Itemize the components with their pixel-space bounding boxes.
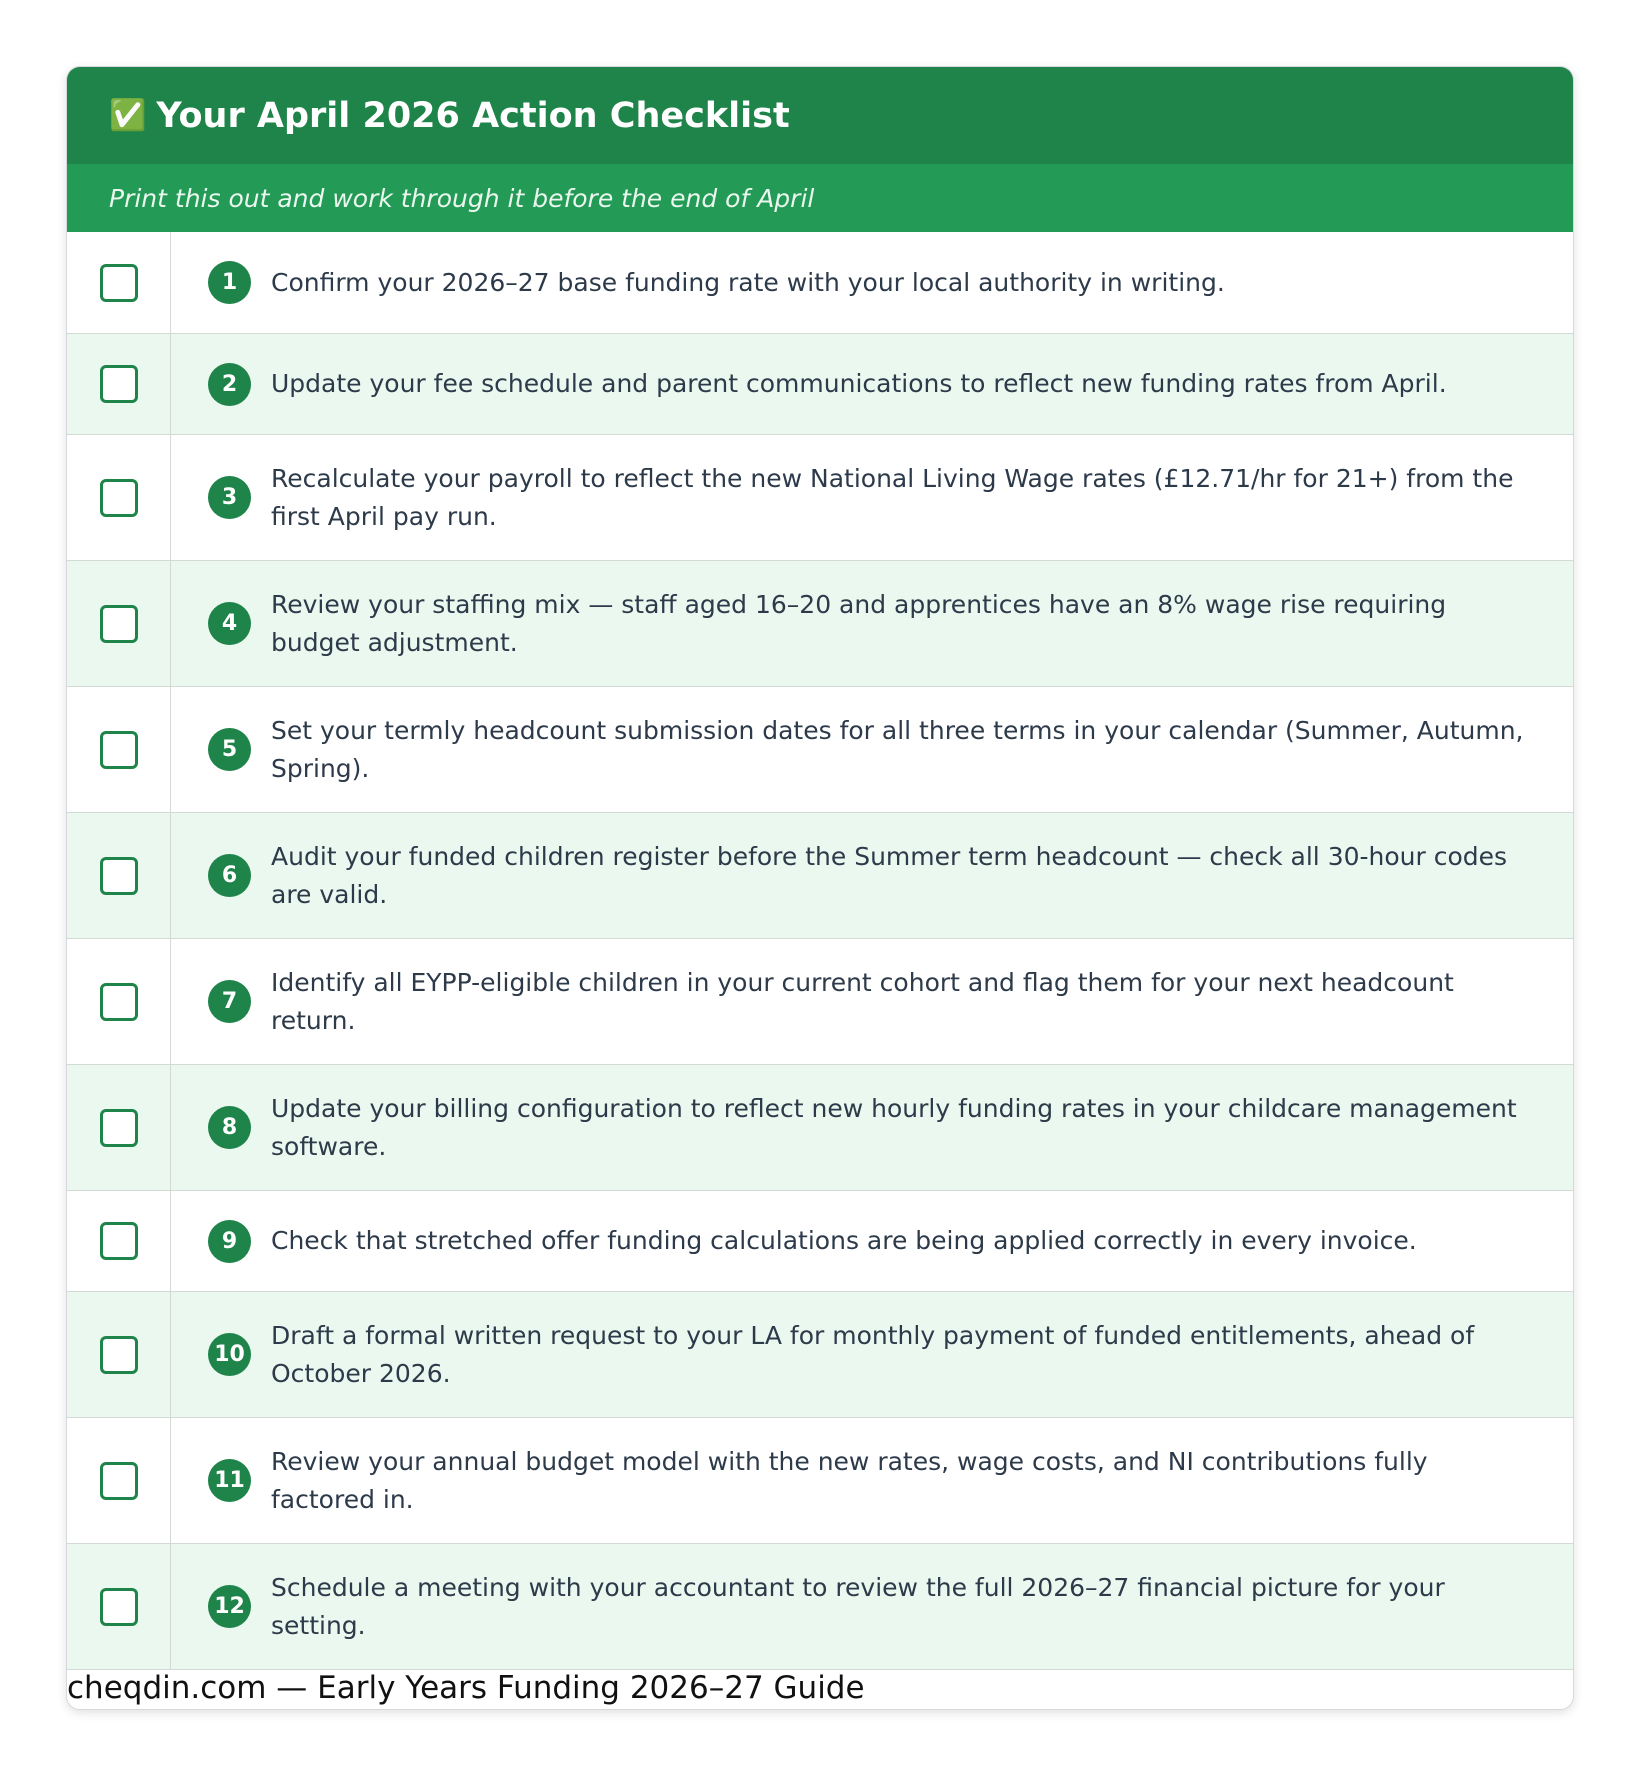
item-number-badge: 5 [208, 728, 251, 771]
list-item [67, 1543, 1573, 1669]
item-text: Review your staffing mix — staff aged 16–20 and apprentices have an 8% wage rise requiring budget adjustment. [271, 589, 1447, 657]
item-checkbox[interactable] [100, 479, 138, 517]
item-text: Update your billing configuration to reflect new hourly funding rates in your childcare management software. [271, 1093, 1517, 1161]
list-item [67, 1064, 1573, 1190]
item-checkbox[interactable] [100, 1336, 138, 1374]
item-text: Review your annual budget model with the new rates, wage costs, and NI contributions fully factored in. [271, 1446, 1428, 1514]
list-item [67, 1190, 1573, 1291]
check-mark-icon: ✅ [109, 98, 147, 133]
list-item [67, 812, 1573, 938]
item-number-badge: 7 [208, 980, 251, 1023]
item-text: Confirm your 2026–27 base funding rate with your local authority in writing. [271, 267, 1225, 297]
list-item [67, 686, 1573, 812]
item-text: Update your fee schedule and parent communications to reflect new funding rates from April. [271, 369, 1447, 398]
footer-credit: cheqdin.com — Early Years Funding 2026–27 Guide [67, 1669, 1573, 1709]
item-checkbox[interactable] [100, 731, 138, 769]
list-item [67, 333, 1573, 434]
item-number-badge: 6 [208, 854, 251, 897]
item-text: Recalculate your payroll to reflect the new National Living Wage rates (£12.71/hr for 21+) from the first April pay run. [271, 463, 1514, 531]
checklist-header [67, 67, 1573, 164]
item-number-badge: 8 [208, 1106, 251, 1149]
item-checkbox[interactable] [100, 1588, 138, 1626]
item-checkbox[interactable] [100, 605, 138, 643]
item-number-badge: 12 [208, 1585, 251, 1628]
item-checkbox[interactable] [100, 365, 138, 403]
item-text: Check that stretched offer funding calculations are being applied correctly in every invoice. [271, 1226, 1417, 1255]
list-item [67, 434, 1573, 560]
item-checkbox[interactable] [100, 857, 138, 895]
list-item [67, 1417, 1573, 1543]
item-number-badge: 2 [208, 363, 251, 406]
item-text: Schedule a meeting with your accountant to review the full 2026–27 financial picture for your setting. [271, 1572, 1445, 1640]
checklist-card [66, 66, 1574, 1710]
checklist-subtitle: Print this out and work through it before the end of April [67, 164, 1573, 232]
item-number-badge: 4 [208, 602, 251, 645]
item-number-badge: 9 [208, 1220, 251, 1263]
list-item [67, 560, 1573, 686]
item-checkbox[interactable] [100, 1222, 138, 1260]
list-item [67, 1291, 1573, 1417]
item-text: Audit your funded children register before the Summer term headcount — check all 30-hour codes are valid. [271, 841, 1508, 909]
item-text: Identify all EYPP-eligible children in your current cohort and flag them for your next headcount return. [271, 967, 1454, 1035]
item-text: Draft a formal written request to your LA for monthly payment of funded entitlements, ahead of October 2026. [271, 1320, 1475, 1388]
item-number-badge: 11 [208, 1459, 251, 1502]
checklist-title: Your April 2026 Action Checklist [156, 95, 790, 136]
item-text: Set your termly headcount submission dates for all three terms in your calendar (Summer, Autumn, Spring). [271, 715, 1524, 783]
item-number-badge: 3 [208, 476, 251, 519]
item-checkbox[interactable] [100, 983, 138, 1021]
item-checkbox[interactable] [100, 1462, 138, 1500]
list-item [67, 232, 1573, 333]
item-checkbox[interactable] [100, 264, 138, 302]
item-checkbox[interactable] [100, 1109, 138, 1147]
item-number-badge: 10 [208, 1333, 251, 1376]
checklist-items [67, 232, 1573, 1669]
item-number-badge: 1 [208, 261, 251, 304]
list-item [67, 938, 1573, 1064]
